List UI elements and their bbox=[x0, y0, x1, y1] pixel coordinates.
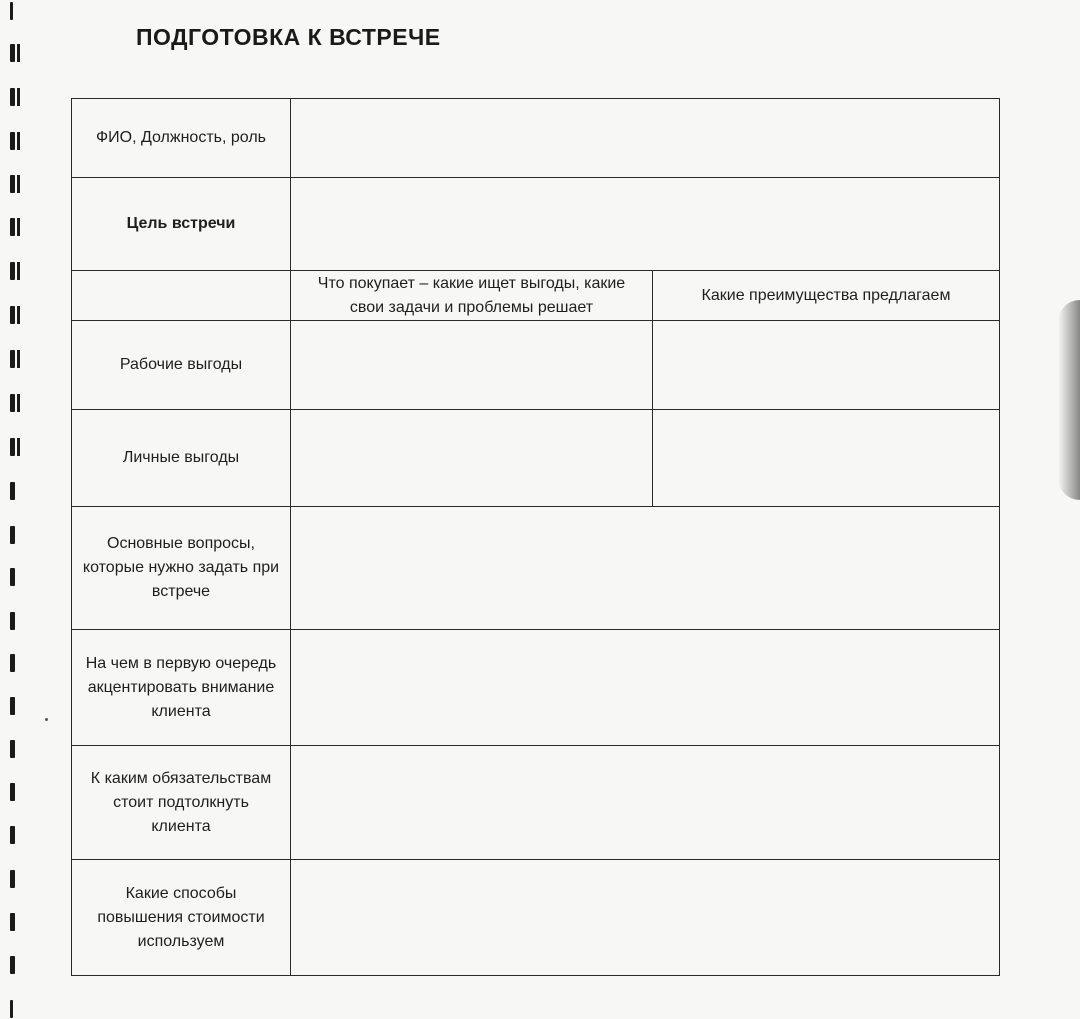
binding-mark bbox=[10, 870, 15, 888]
spiral-binding bbox=[6, 0, 24, 1019]
binding-mark bbox=[10, 438, 15, 456]
binding-mark bbox=[10, 88, 15, 106]
focus-field[interactable] bbox=[291, 630, 1000, 746]
form-row-value-methods bbox=[72, 860, 1000, 976]
binding-mark bbox=[10, 740, 15, 758]
binding-mark bbox=[10, 2, 13, 20]
binding-mark bbox=[10, 826, 15, 844]
page-edge-shadow bbox=[1058, 300, 1080, 500]
scan-speck bbox=[45, 718, 48, 721]
value-methods-label: Какие способы повышения стоимости используем bbox=[72, 860, 291, 976]
personal-benefits-buys-field[interactable] bbox=[291, 410, 653, 507]
binding-mark bbox=[10, 1000, 13, 1018]
binding-mark bbox=[10, 568, 15, 586]
form-row-focus bbox=[72, 630, 1000, 746]
work-benefits-label: Рабочие выгоды bbox=[72, 321, 291, 410]
binding-mark bbox=[10, 306, 15, 324]
binding-mark bbox=[10, 394, 15, 412]
binding-mark bbox=[10, 697, 15, 715]
fio-field[interactable] bbox=[291, 99, 1000, 178]
form-row-personal-benefits bbox=[72, 410, 1000, 507]
binding-mark bbox=[10, 913, 15, 931]
binding-mark bbox=[10, 44, 15, 62]
main-questions-field[interactable] bbox=[291, 507, 1000, 630]
binding-mark bbox=[10, 262, 15, 280]
personal-benefits-advantages-field[interactable] bbox=[653, 410, 1000, 507]
binding-mark bbox=[10, 482, 15, 500]
binding-mark bbox=[10, 526, 15, 544]
form-row-work-benefits bbox=[72, 321, 1000, 410]
fio-label: ФИО, Должность, роль bbox=[72, 99, 291, 178]
form-row-commitments bbox=[72, 746, 1000, 860]
meeting-prep-form bbox=[71, 98, 1000, 976]
form-row-column-headers bbox=[72, 271, 1000, 321]
value-methods-field[interactable] bbox=[291, 860, 1000, 976]
binding-mark bbox=[10, 783, 15, 801]
binding-mark bbox=[10, 612, 15, 630]
binding-mark bbox=[10, 175, 15, 193]
column-header-advantages: Какие преимущества предлагаем bbox=[653, 271, 1000, 321]
work-benefits-buys-field[interactable] bbox=[291, 321, 653, 410]
main-questions-label: Основные вопросы, которые нужно задать при встрече bbox=[72, 507, 291, 630]
work-benefits-advantages-field[interactable] bbox=[653, 321, 1000, 410]
binding-mark bbox=[10, 350, 15, 368]
header-corner-cell bbox=[72, 271, 291, 321]
form-row-main-questions bbox=[72, 507, 1000, 630]
binding-mark bbox=[10, 956, 15, 974]
binding-mark bbox=[10, 132, 15, 150]
page-title: ПОДГОТОВКА К ВСТРЕЧЕ bbox=[136, 24, 441, 50]
focus-label: На чем в первую очередь акцентировать внимание клиента bbox=[72, 630, 291, 746]
binding-mark bbox=[10, 218, 15, 236]
form-row-fio bbox=[72, 99, 1000, 178]
goal-field[interactable] bbox=[291, 178, 1000, 271]
commitments-label: К каким обязательствам стоит подтолкнуть клиента bbox=[72, 746, 291, 860]
goal-label: Цель встречи bbox=[72, 178, 291, 271]
form-row-goal bbox=[72, 178, 1000, 271]
binding-mark bbox=[10, 654, 15, 672]
column-header-buys: Что покупает – какие ищет выгоды, какие свои задачи и проблемы решает bbox=[291, 271, 653, 321]
personal-benefits-label: Личные выгоды bbox=[72, 410, 291, 507]
commitments-field[interactable] bbox=[291, 746, 1000, 860]
